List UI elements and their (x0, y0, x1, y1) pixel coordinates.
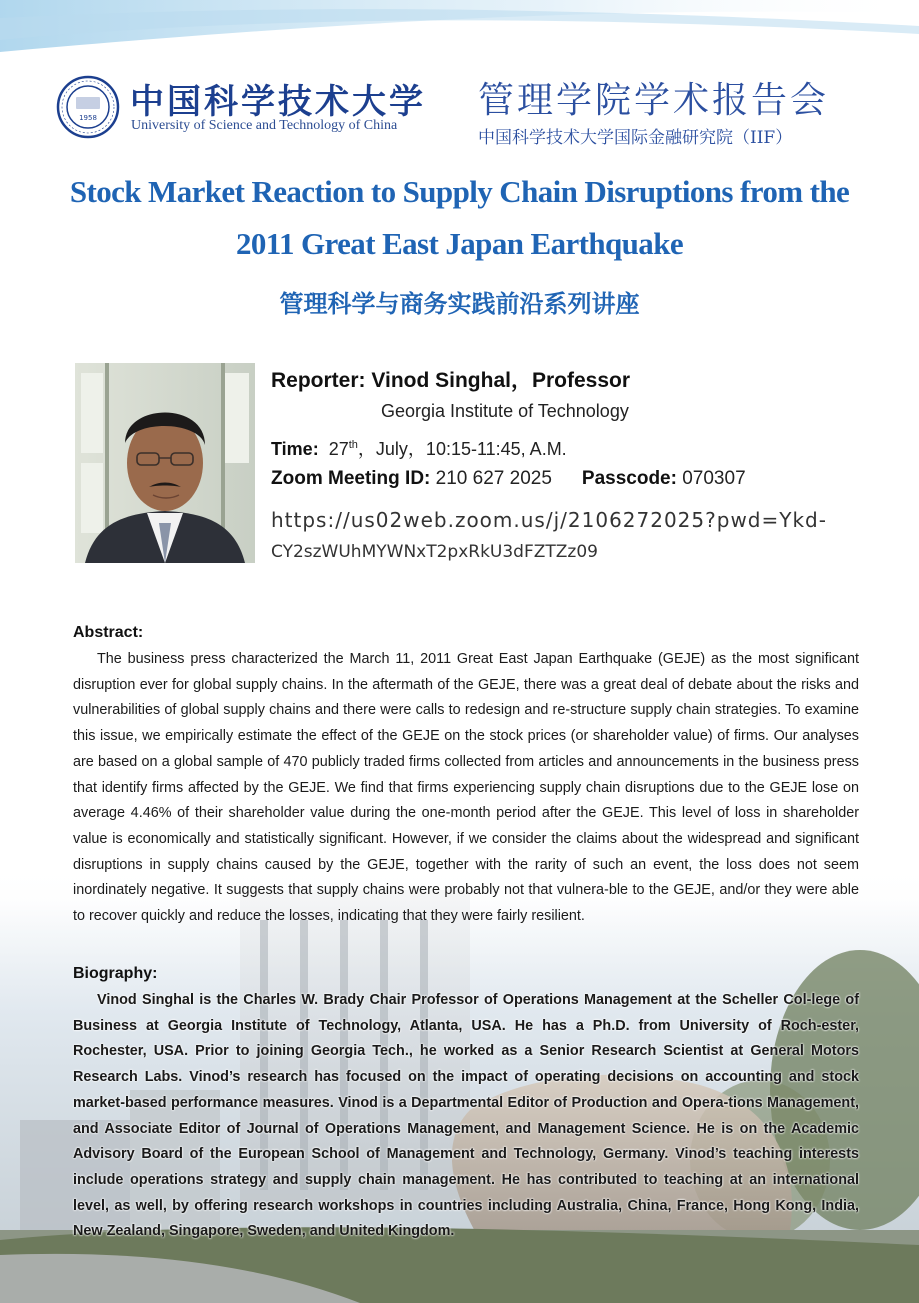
talk-title-line-1: Stock Market Reaction to Supply Chain Disruptions from the (69, 174, 850, 209)
passcode-value: 070307 (682, 468, 746, 489)
university-name-cn: 中国科学技术大学 (130, 82, 426, 122)
university-seal-icon (56, 75, 120, 139)
forum-title: 管理学院学术报告会 (478, 80, 830, 121)
zoom-label: Zoom Meeting ID: (271, 468, 431, 489)
abstract-heading: Abstract: (73, 624, 144, 641)
zoom-id: 210 627 2025 (435, 468, 552, 489)
seal-year: 1958 (79, 114, 97, 122)
abstract-text: The business press characterized the March 11, 2011 Great East Japan Earthquake (GEJE) as the most significant disruption ever for global supply chains. In the aftermath of the GEJE, there was a great deal of debate about the risks and vulnerabilities of global supply chains and there were calls to redesign and re-structure supply chain strategies. To examine this issue, we empirically estimate the effect of the GEJE on the stock prices (or shareholder value) of firms. Our analyses are based on a global sample of 470 publicly traded firms collected from articles and announcements in the business press that identify firms affected by the GEJE. We find that firms experiencing supply chain disruptions due to the GEJE lose on average 4.46% of their shareholder value during the one-month period after the GEJE. This level of loss in shareholder value is economically and statistically significant. However, if we consider the claims about the widespread and significant disruptions in supply chains caused by the GEJE, together with the rarity of such an event, the loss does not seem inordinately negative. It suggests that supply chains were probably not that vulnera-ble to the GEJE, and/or they were able to recover quickly and reduce the losses, indicating that they were fairly resilient. (73, 651, 859, 925)
time-line: Time: 27th，July，10:15-11:45, A.M. (271, 439, 567, 459)
speaker-photo (75, 363, 255, 563)
biography-heading: Biography: (73, 965, 158, 982)
time-value: ，July，10:15-11:45, A.M. (357, 439, 567, 459)
header-swoosh (0, 0, 919, 80)
university-name-en: University of Science and Technology of China (131, 118, 398, 133)
time-label: Time (271, 439, 313, 459)
talk-title-line-2: 2011 Great East Japan Earthquake (235, 226, 683, 261)
passcode-label: Passcode: (581, 468, 677, 489)
reporter-name: Vinod Singhal，Professor (371, 369, 631, 392)
zoom-line (271, 468, 746, 490)
forum-subtitle: 中国科学技术大学国际金融研究院（IIF） (478, 128, 793, 148)
zoom-link-line-1[interactable]: https://us02web.zoom.us/j/2106272025?pwd=Ykd- (271, 508, 827, 532)
time-day-suffix: th (348, 439, 358, 451)
institution: Georgia Institute of Technology (381, 401, 629, 421)
reporter-line (271, 364, 630, 394)
zoom-link-line-2[interactable]: CY2szWUhMYWNxT2pxRkU3dFZTZz09 (271, 542, 598, 562)
lecture-series: 管理科学与商务实践前沿系列讲座 (279, 290, 640, 318)
time-day: 27 (328, 439, 349, 459)
reporter-label: Reporter: (271, 369, 366, 392)
biography-text: Vinod Singhal is the Charles W. Brady Chair Professor of Operations Management at the Scheller Col-lege of Business at Georgia Institute of Technology, Atlanta, USA. He has a Ph.D. from University of Roch-ester, Rochester, USA. Prior to joining Georgia Tech., he worked as a Senior Research Scientist at General Motors Research Labs. Vinod’s research has focused on the impact of operating decisions on accounting and stock market-based performance measures. Vinod is a Departmental Editor of Production and Opera-tions Management, and Associate Editor of Journal of Operations Management, and Management Science. He is on the Academic Advisory Board of the European School of Management and Technology, Germany. Vinod’s teaching interests include operations strategy and supply chain management. He has contributed to teaching at an international level, as well, by offering research workshops in countries including Australia, China, France, Hong Kong, India, New Zealand, Singapore, Sweden, and United Kingdom. (73, 992, 859, 1240)
